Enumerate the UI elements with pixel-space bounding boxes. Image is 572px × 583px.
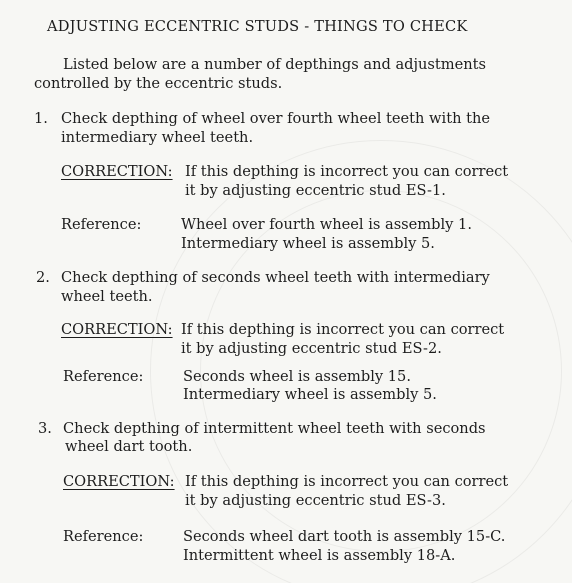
item-3-reference-line-1: Seconds wheel dart tooth is assembly 15-C. — [183, 528, 506, 545]
item-1-correction-line-2: it by adjusting eccentric stud ES-1. — [185, 182, 446, 199]
item-2-line-1: Check depthing of seconds wheel teeth with intermediary — [61, 269, 490, 286]
item-1-line-1: Check depthing of wheel over fourth wheel teeth with the — [61, 110, 491, 127]
item-1-correction-label: CORRECTION: — [61, 163, 173, 180]
item-3-line-2: wheel dart tooth. — [65, 438, 193, 455]
item-3-correction-line-1: If this depthing is incorrect you can correct — [185, 473, 509, 490]
item-2-line-2: wheel teeth. — [61, 288, 153, 305]
item-3-reference-line-2: Intermittent wheel is assembly 18-A. — [183, 547, 456, 564]
item-2-number: 2. — [36, 269, 50, 286]
intro-line-2: controlled by the eccentric studs. — [34, 75, 283, 92]
item-3-correction-label: CORRECTION: — [63, 473, 175, 490]
item-3-line-1: Check depthing of intermittent wheel teeth with seconds — [63, 420, 486, 437]
item-2-correction-label: CORRECTION: — [61, 321, 173, 338]
item-1-reference-label: Reference: — [61, 216, 142, 233]
background-watermark — [150, 140, 572, 583]
page-title: ADJUSTING ECCENTRIC STUDS - THINGS TO CHECK — [47, 18, 468, 35]
item-1-correction-line-1: If this depthing is incorrect you can correct — [185, 163, 509, 180]
item-2-correction-line-1: If this depthing is incorrect you can correct — [181, 321, 505, 338]
item-3-correction-line-2: it by adjusting eccentric stud ES-3. — [185, 492, 446, 509]
item-1-reference-line-1: Wheel over fourth wheel is assembly 1. — [181, 216, 472, 233]
item-1-reference-line-2: Intermediary wheel is assembly 5. — [181, 235, 435, 252]
item-1-number: 1. — [34, 110, 48, 127]
intro-line-1: Listed below are a number of depthings and adjustments — [63, 56, 486, 73]
item-3-reference-label: Reference: — [63, 528, 144, 545]
item-1-line-2: intermediary wheel teeth. — [61, 129, 254, 146]
item-2-correction-line-2: it by adjusting eccentric stud ES-2. — [181, 340, 442, 357]
item-2-reference-label: Reference: — [63, 368, 144, 385]
item-2-reference-line-1: Seconds wheel is assembly 15. — [183, 368, 411, 385]
item-3-number: 3. — [38, 420, 52, 437]
item-2-reference-line-2: Intermediary wheel is assembly 5. — [183, 386, 437, 403]
